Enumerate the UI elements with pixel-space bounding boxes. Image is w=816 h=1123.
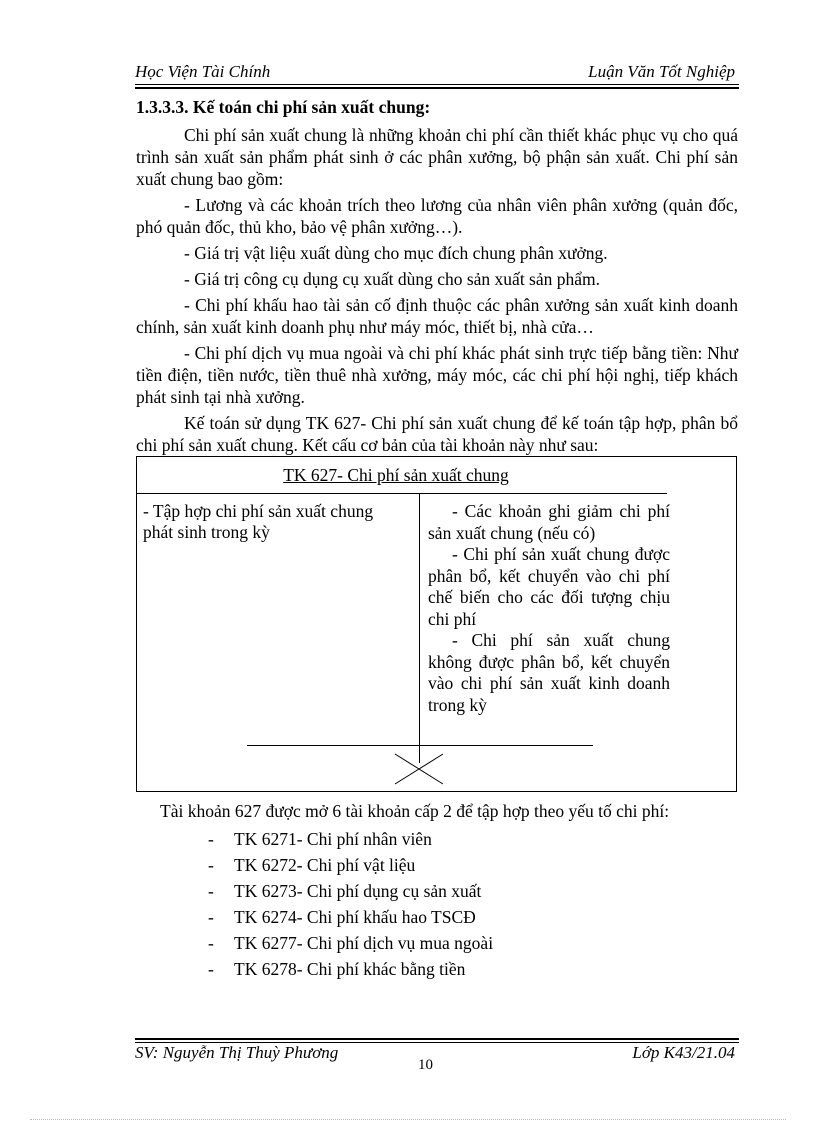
t-account-closing-line: [247, 745, 593, 746]
page-header: [135, 60, 739, 82]
paragraph-item-tools: - Giá trị công cụ dụng cụ xuất dùng cho sản xuất sản phẩm.: [184, 269, 601, 289]
sub-accounts-intro: Tài khoản 627 được mở 6 tài khoản cấp 2 để tập hợp theo yếu tố chi phí:: [160, 801, 670, 821]
paragraph-item-salary: - Lương và các khoản trích theo lương của nhân viên phân xưởng (quản đốc, phó quản đốc, thủ kho, bảo vệ phân xưởng…).: [136, 195, 738, 237]
header-institution: Học Viện Tài Chính: [135, 62, 271, 81]
t-account-top-bar: [137, 493, 667, 494]
sub-accounts-section: [136, 800, 738, 982]
paragraph-item-depreciation: - Chi phí khấu hao tài sản cố định thuộc các phân xưởng sản xuất kinh doanh chính, sản xuất kinh doanh phụ như máy móc, thiết bị, nhà cửa…: [136, 295, 738, 337]
list-item: - TK 6277- Chi phí dịch vụ mua ngoài: [208, 933, 494, 953]
sub-accounts-list: [136, 826, 738, 982]
t-account-title: TK 627- Chi phí sản xuất chung: [283, 465, 509, 485]
paragraph-intro: Chi phí sản xuất chung là những khoản chi phí cần thiết khác phục vụ cho quá trình sản xuất sản phẩm phát sinh ở các phân xưởng, bộ phận sản xuất. Chi phí sản xuất chung bao gồm:: [136, 125, 738, 189]
t-account-center-line: [419, 493, 420, 763]
credit-entry: - Các khoản ghi giảm chi phí sản xuất chung (nếu có): [428, 501, 670, 543]
main-content: [136, 96, 738, 460]
credit-entry: - Chi phí sản xuất chung được phân bổ, kết chuyển vào chi phí chế biến cho các đối tượng chịu chi phí: [428, 544, 670, 629]
header-rule-thick: [135, 87, 739, 89]
header-rule-thin: [135, 84, 739, 85]
list-item: - TK 6271- Chi phí nhân viên: [208, 829, 432, 849]
footer-student-name: SV: Nguyễn Thị Thuỳ Phương: [135, 1043, 339, 1062]
list-item: - TK 6272- Chi phí vật liệu: [208, 855, 416, 875]
t-account-debit-side: - Tập hợp chi phí sản xuất chung phát sinh trong kỳ: [143, 501, 374, 542]
list-item: - TK 6274- Chi phí khấu hao TSCĐ: [208, 907, 476, 927]
t-account-diagram: [136, 456, 737, 792]
page-edge-divider: [30, 1119, 786, 1120]
credit-entry: - Chi phí sản xuất chung không được phân bổ, kết chuyển vào chi phí sản xuất kinh doanh trong kỳ: [428, 630, 670, 715]
header-document-type: Luận Văn Tốt Nghiệp: [588, 62, 735, 81]
cross-mark-icon: [393, 752, 445, 786]
t-account-credit-side: [428, 501, 670, 716]
page-number: 10: [418, 1057, 433, 1073]
paragraph-account-usage: Kế toán sử dụng TK 627- Chi phí sản xuất chung để kế toán tập hợp, phân bổ chi phí sản xuất chung. Kết cấu cơ bản của tài khoản này như sau:: [136, 413, 738, 455]
list-item: - TK 6273- Chi phí dụng cụ sản xuất: [208, 881, 482, 901]
list-item: - TK 6278- Chi phí khác bằng tiền: [208, 959, 466, 979]
section-heading: 1.3.3.3. Kế toán chi phí sản xuất chung:: [136, 97, 431, 117]
footer-rule-thick: [135, 1038, 739, 1040]
paragraph-item-materials: - Giá trị vật liệu xuất dùng cho mục đích chung phân xưởng.: [184, 243, 608, 263]
footer-class: Lớp K43/21.04: [632, 1043, 735, 1062]
paragraph-item-services: - Chi phí dịch vụ mua ngoài và chi phí khác phát sinh trực tiếp bằng tiền: Như tiền điện, tiền nước, tiền thuê nhà xưởng, máy móc, các chi phí hội nghị, tiếp khách phát sinh tại nhà xưởng.: [136, 343, 738, 407]
